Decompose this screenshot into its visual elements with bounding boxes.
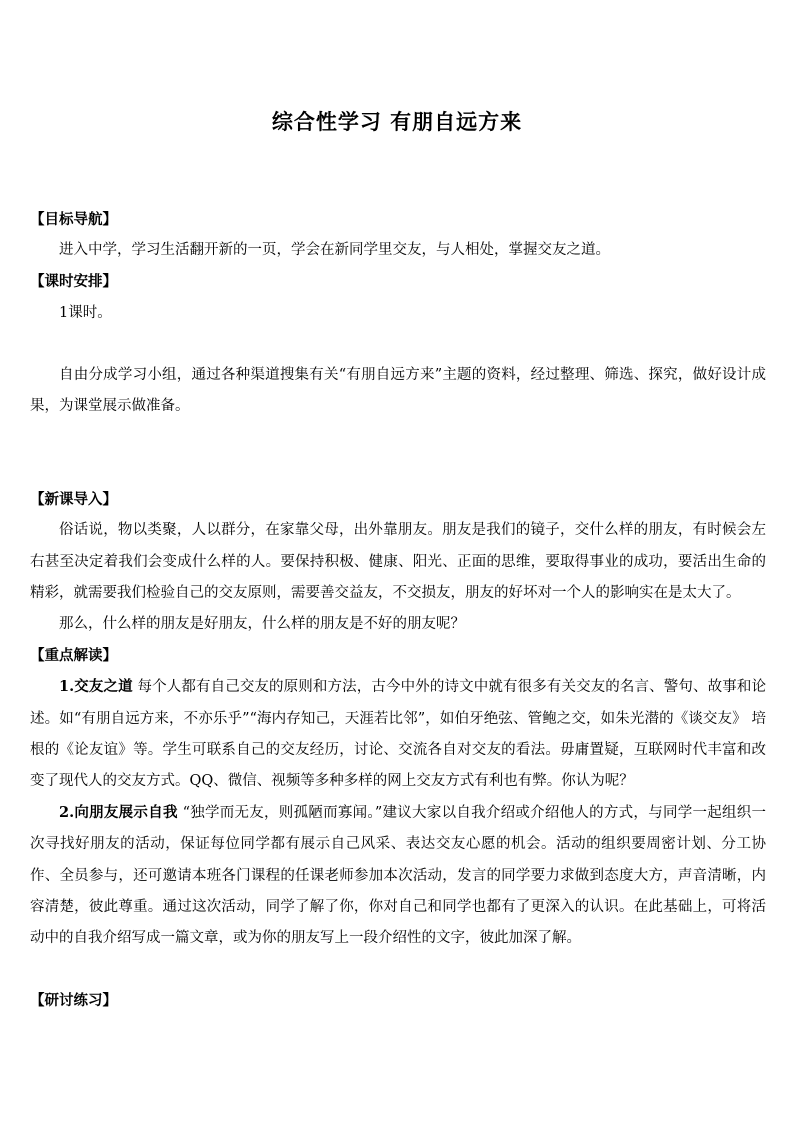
key-point-1-text: 每个人都有自己交友的原则和方法，古今中外的诗文中就有很多有关交友的名言、警句、故事和论述。如“有朋自远方来，不亦乐乎”“海内存知己，天涯若比邻”，如伯牙绝弦、管鲍之交，如朱光潜的《谈交友》 培根的《论友谊》等。学生可联系自己的交友经历，讨论、交流各自对交友的看法。毋庸置疑，互联网时代丰富和改变了现代人的交友方式。QQ、微信、视频等多种多样的网上交友方式有利也有弊。你认为呢？ [30,679,767,790]
spacer [30,422,766,484]
key-point-1 [30,671,766,797]
page-title: 综合性学习 有朋自远方来 [271,109,523,134]
intro-paragraph-2: 那么，什么样的朋友是好朋友，什么样的朋友是不好的朋友呢？ [59,616,465,633]
intro-heading: 【新课导入】 [30,491,117,509]
schedule-heading: 【课时安排】 [30,273,117,291]
schedule-text: 1课时。 [59,304,112,321]
preparation-text: 自由分成学习小组，通过各种渠道搜集有关“有朋自远方来”主题的资料，经过整理、筛选、探究，做好设计成果，为课堂展示做准备。 [30,366,766,415]
document-body [30,204,766,1016]
key-point-1-lead: 1.交友之道 [59,678,133,696]
spacer [30,954,766,985]
spacer [30,329,766,360]
key-point-2-lead: 2.向朋友展示自我 [59,804,178,822]
key-points-heading: 【重点解读】 [30,647,117,665]
goal-heading: 【目标导航】 [30,211,117,228]
goal-text: 进入中学，学习生活翻开新的一页，学会在新同学里交友，与人相处，掌握交友之道。 [59,242,610,259]
key-point-2-text: “独学而无友，则孤陋而寡闻。”建议大家以自我介绍或介绍他人的方式，与同学一起组织一次寻找好朋友的活动，保证每位同学都有展示自己风采、表达交友心愿的机会。活动的组织要周密计划、分工协作、全员参与，还可邀请本班各门课程的任课老师参加本次活动，发言的同学要力求做到态度大方，声音清晰，内容清楚，彼此尊重。通过这次活动，同学了解了你，你对自己和同学也都有了更深入的认识。在此基础上，可将活动中的自我介绍写成一篇文章，或为你的朋友写上一段介绍性的文字，彼此加深了解。 [30,805,767,947]
intro-paragraph-1: 俗话说，物以类聚，人以群分，在家靠父母，出外靠朋友。朋友是我们的镜子，交什么样的朋友，有时候会左右甚至决定着我们会变成什么样的人。要保持积极、健康、阳光、正面的思维，要取得事业的成功，要活出生命的精彩，就需要我们检验自己的交友原则，需要善交益友，不交损友，朋友的好坏对一个人的影响实在是太大了。 [30,522,766,601]
key-point-2 [30,797,766,954]
practice-heading: 【研讨练习】 [30,992,117,1010]
